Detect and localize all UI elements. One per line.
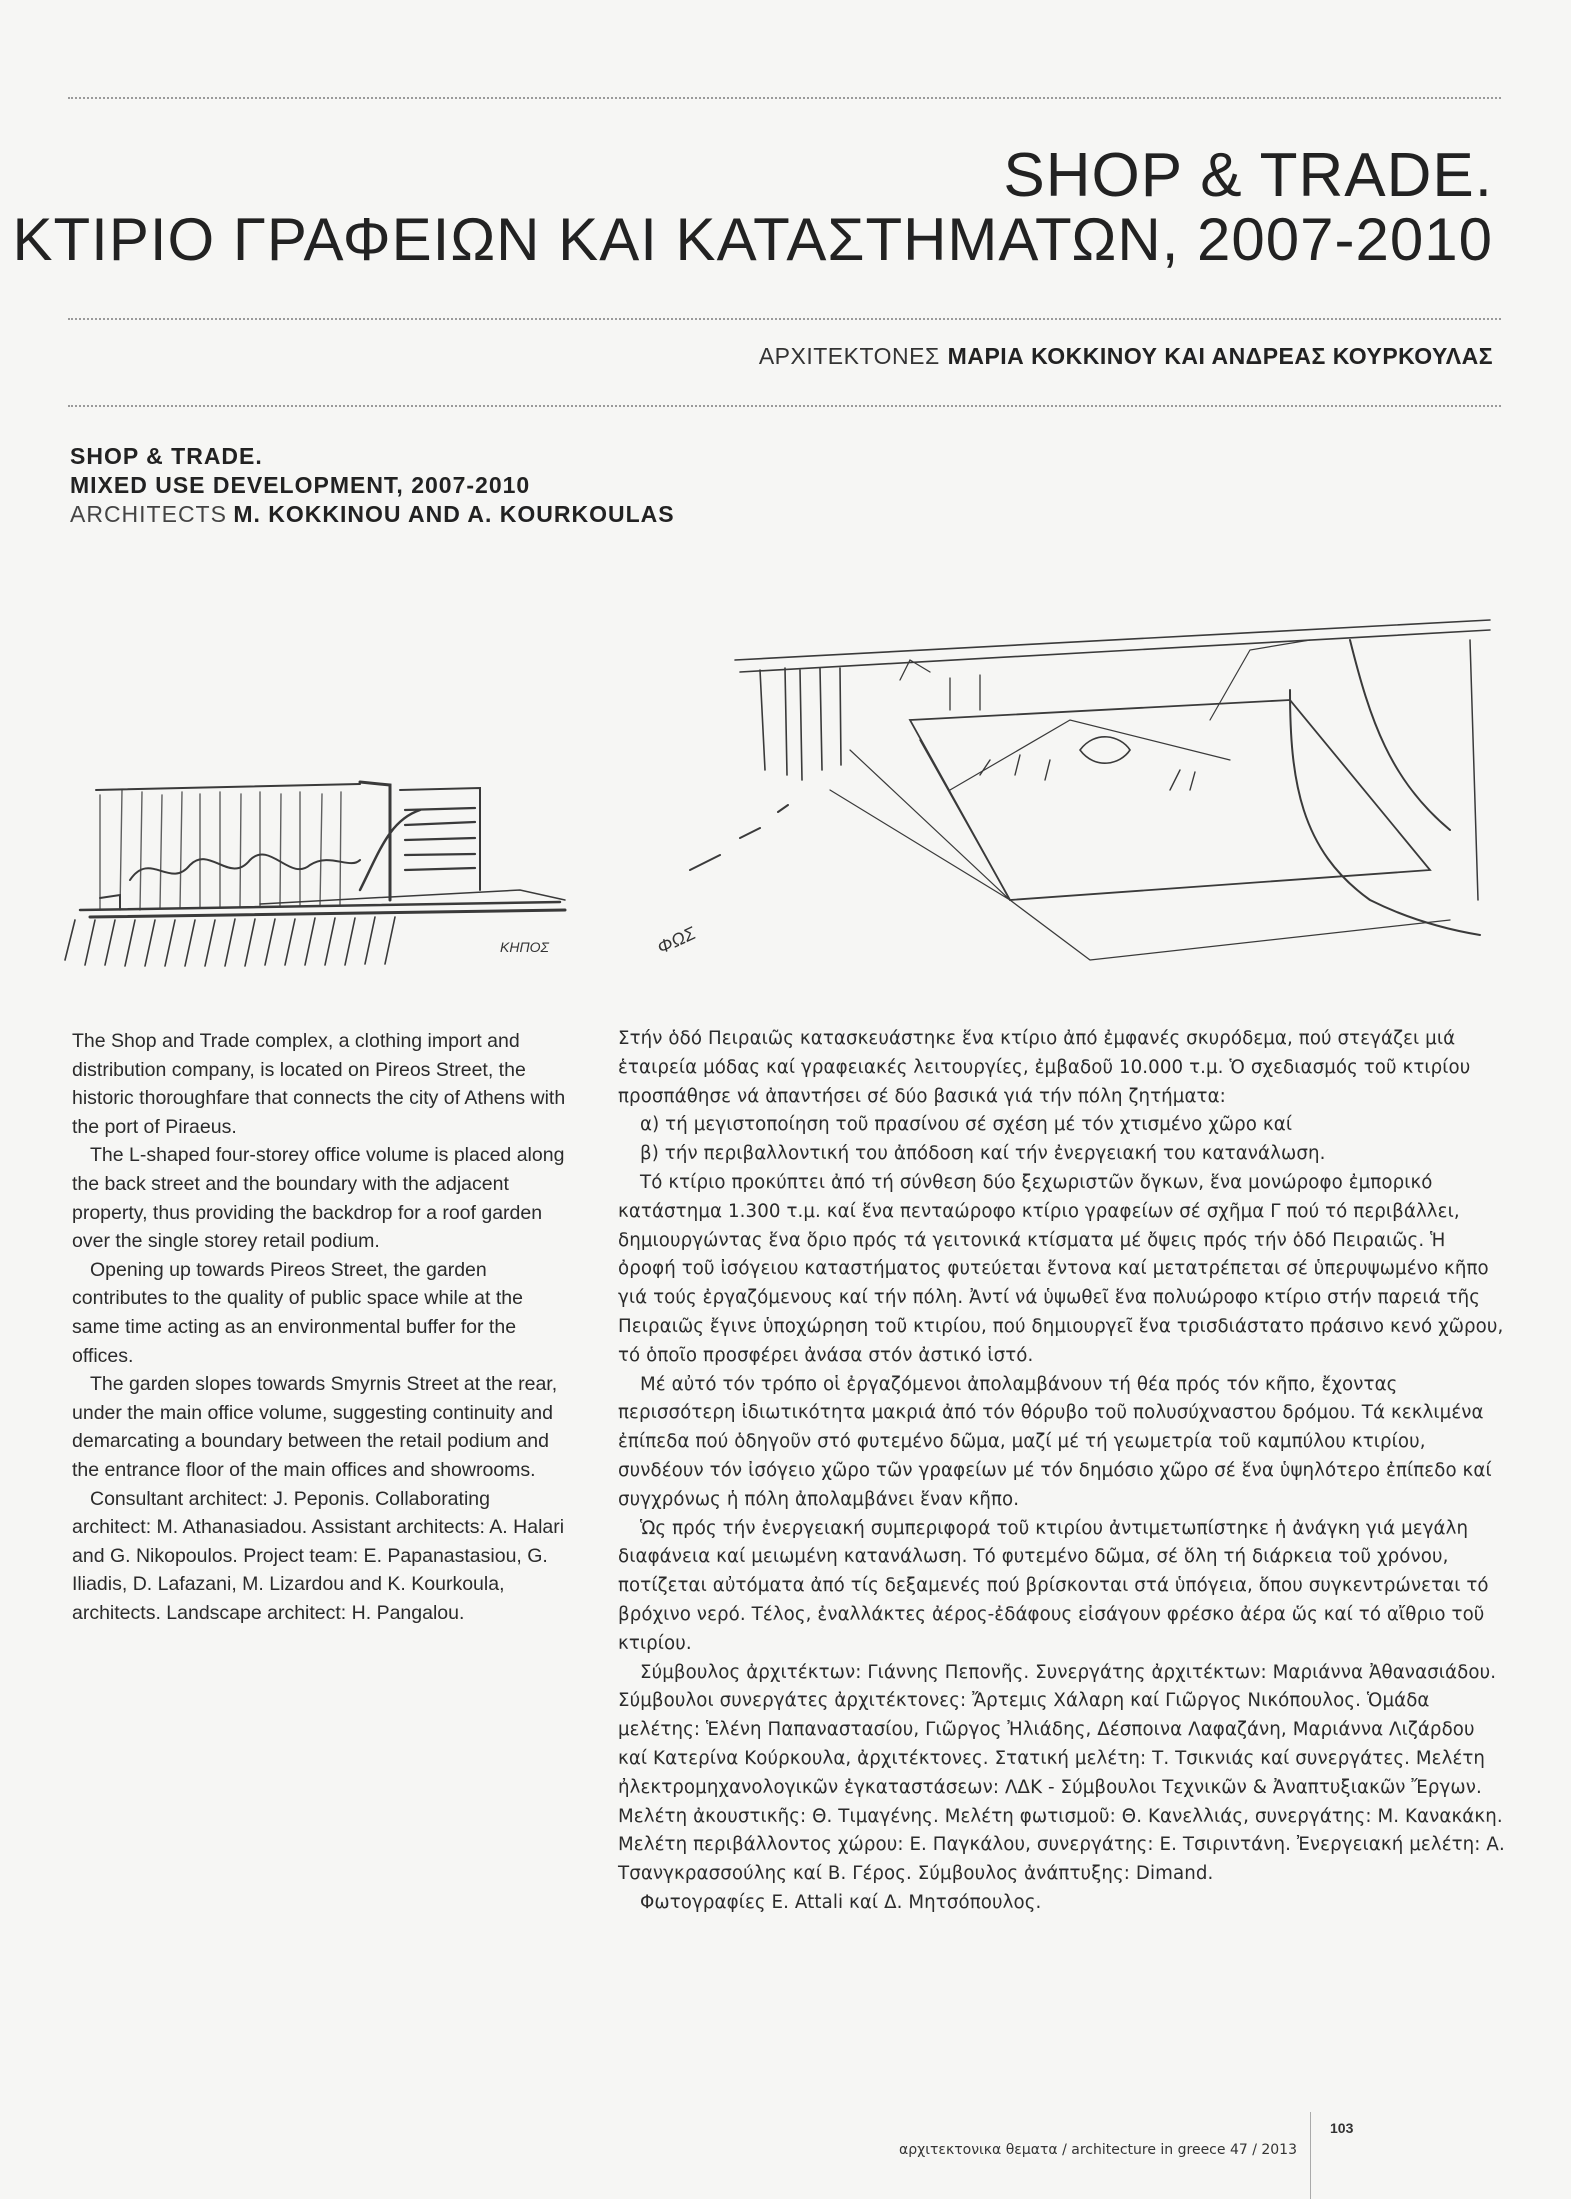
greek-body [618, 1025, 1506, 1918]
page-number-divider [1310, 2112, 1311, 2199]
greek-credits: Σύμβουλος ἀρχιτέκτων: Γιάννης Πεπονῆς. Συνεργάτης ἀρχιτέκτων: Μαριάννα Ἀθανασιάδου. Σύμβουλοι συνεργάτες ἀρχιτέκτονες: Ἄρτεμις Χάλαρη καί Γιῶργος Νικόπουλος. Ὁμάδα μελέτης: Ἑλένη Παπαναστασίου, Γιῶργος Ἠλιάδης, Δέσποινα Λαφαζάνη, Μαριάννα Λιζάρδου καί Κατερίνα Κούρκουλα, ἀρχιτέκτονες. Στατική μελέτη: Τ. Τσικνιάς καί συνεργάτες. Μελέτη ἠλεκτρομηχανολογικῶν ἐγκαταστάσεων: ΛΔΚ - Σύμβουλοι Τεχνικῶν & Ἀναπτυξιακῶν Ἔργων. Μελέτη ἀκουστικῆς: Θ. Τιμαγένης. Μελέτη φωτισμοῦ: Θ. Κανελλιάς, συνεργάτης: Μ. Κανακάκη. Μελέτη περιβάλλοντος χώρου: Ε. Παγκάλου, συνεργάτης: Ε. Τσιριντάνη. Ἐνεργειακή μελέτη: Α. Τσανγκρασσούλης καί Β. Γέρος. Σύμβουλος ἀνάπτυξης: Dimand. [618, 1661, 1505, 1885]
english-heading [70, 442, 675, 529]
english-credits: Consultant architect: J. Peponis. Collaborating architect: M. Athanasiadou. Assistant architects: A. Halari and G. Nikopoulos. Project team: E. Papanastasiou, G. Iliadis, D. Lafazani, M. Lizardou and K. Kourkoula, architects. Landscape architect: H. Pangalou. [72, 1487, 565, 1624]
greek-paragraph: Στήν ὁδό Πειραιῶς κατασκευάστηκε ἕνα κτίριο ἀπό ἐμφανές σκυρόδεμα, πού στεγάζει μιά ἑταιρεία μόδας καί γραφειακές λειτουργίες, ἐμβαδοῦ 10.000 τ.μ. Ὁ σχεδιασμός τοῦ κτιρίου προσπάθησε νά ἀπαντήσει σέ δύο βασικά γιά τήν πόλη ζητήματα: [618, 1028, 1471, 1107]
english-paragraph: The Shop and Trade complex, a clothing import and distribution company, is located on Pireos Street, the historic thoroughfare that connects the city of Athens with the port of Piraeus. [72, 1030, 566, 1138]
english-paragraph: Opening up towards Pireos Street, the garden contributes to the quality of public space while at the same time acting as an environmental buffer for the offices. [72, 1258, 523, 1367]
page-number: 103 [1330, 2120, 1354, 2136]
architects-dotted-rule [68, 405, 1501, 407]
english-heading-line2: MIXED USE DEVELOPMENT, 2007-2010 [70, 472, 531, 498]
greek-paragraph: Μέ αὐτό τόν τρόπο οἱ ἐργαζόμενοι ἀπολαμβάνουν τή θέα πρός τόν κῆπο, ἔχοντας περισσότερη ἰδιωτικότητα μακριά ἀπό τόν θόρυβο τοῦ πολυσύχναστου δρόμου. Τά κεκλιμένα ἐπίπεδα πού ὁδηγοῦν στό φυτεμένο δῶμα, μαζί μέ τή γεωμετρία τοῦ καμπύλου κτιρίου, συνδέουν τόν ἰσόγειο χῶρο τῶν γραφείων μέ τόν δημόσιο χῶρο σέ ἕνα ὑψηλότερο ἐπίπεδο καί συγχρόνως ἡ πόλη ἀπολαμβάνει ἕναν κῆπο. [618, 1373, 1492, 1510]
architects-label-gr: ΑΡΧΙΤΕΚΤΟΝΕΣ [758, 343, 940, 369]
top-dotted-rule [68, 97, 1501, 99]
title-dotted-rule [68, 318, 1501, 320]
section-sketch [60, 770, 580, 980]
greek-paragraph: Τό κτίριο προκύπτει ἀπό τή σύνθεση δύο ξεχωριστῶν ὄγκων, ἕνα μονώροφο ἐμπορικό κατάστημα 1.300 τ.μ. καί ἕνα πενταώροφο κτίριο γραφείων σέ σχῆμα Γ πού τό περιβάλλει, δημιουργώντας ἕνα ὅριο πρός τά γειτονικά κτίσματα μέ ὄψεις πρός τήν ὁδό Πειραιῶς. Ἡ ὀροφή τοῦ ἰσόγειου καταστήματος φυτεύεται ἔντονα καί μετατρέπεται σέ ὑπερυψωμένο κῆπο γιά τούς ἐργαζόμενους καί τήν πόλη. Ἀντί νά ὑψωθεῖ ἕνα πολυώροφο κτίριο στήν παρειά τῆς Πειραιῶς ἔγινε ὑποχώρηση τοῦ κτιρίου, πού δημιουργεῖ ἕνα τρισδιάστατο πράσινο κενό χῶρου, τό ὁποῖο προσφέρει ἀνάσα στόν ἀστικό ἱστό. [618, 1171, 1504, 1366]
english-heading-names: M. KOKKINOU AND A. KOURKOULAS [233, 501, 675, 527]
english-heading-label: ARCHITECTS [70, 501, 227, 527]
right-sketch-caption: ΦΩΣ [654, 923, 699, 958]
greek-paragraph: Ὡς πρός τήν ἐνεργειακή συμπεριφορά τοῦ κτιρίου ἀντιμετωπίστηκε ἡ ἀνάγκη γιά μεγάλη διαφάνεια καί μειωμένη κατανάλωση. Τό φυτεμένο δῶμα, σέ ὅλη τή διάρκεια τοῦ χρόνου, ποτίζεται αὐτόματα ἀπό τίς δεξαμενές πού βρίσκονται στά ὑπόγεια, ὅπου συγκεντρώνεται τό βρόχινο νερό. Τέλος, ἐναλλάκτες ἀέρος-ἐδάφους εἰσάγουν φρέσκο ἀέρα ὥς καί τό αἴθριο τοῦ κτιρίου. [618, 1517, 1489, 1654]
architects-greek [759, 343, 1493, 370]
left-sketch-caption: ΚΗΠΟΣ [500, 939, 549, 955]
english-heading-line1: SHOP & TRADE. [70, 443, 263, 469]
greek-photo-credits: Φωτογραφίες Ε. Attali καί Δ. Μητσόπουλος. [640, 1891, 1042, 1913]
greek-list-item: β) τήν περιβαλλοντική του ἀπόδοση καί τήν ἐνεργειακή του κατανάλωση. [640, 1143, 1326, 1165]
architects-names-gr: ΜΑΡΙΑ ΚΟΚΚΙΝΟΥ ΚΑΙ ΑΝΔΡΕΑΣ ΚΟΥΡΚΟΥΛΑΣ [947, 343, 1493, 369]
magazine-footer: αρχιτεκτονικα θεματα / architecture in greece 47 / 2013 [899, 2142, 1297, 2158]
page-title-line1: SHOP & TRADE. [1003, 141, 1493, 210]
english-paragraph: The garden slopes towards Smyrnis Street at the rear, under the main office volume, suggesting continuity and demarcating a boundary between the retail podium and the entrance floor of the main offices and showrooms. [72, 1373, 558, 1481]
english-body [72, 1027, 572, 1627]
english-paragraph: The L-shaped four-storey office volume is placed along the back street and the boundary with the adjacent property, thus providing the backdrop for a roof garden over the single storey retail podium. [72, 1144, 565, 1253]
page-title-line2: ΚΤΙΡΙΟ ΓΡΑΦΕΙΩΝ ΚΑΙ ΚΑΤΑΣΤΗΜΑΤΩΝ, 2007-2010 [12, 206, 1493, 273]
perspective-sketch [650, 600, 1510, 1000]
greek-list-item: α) τή μεγιστοποίηση τοῦ πρασίνου σέ σχέση μέ τόν χτισμένο χῶρο καί [640, 1114, 1293, 1136]
